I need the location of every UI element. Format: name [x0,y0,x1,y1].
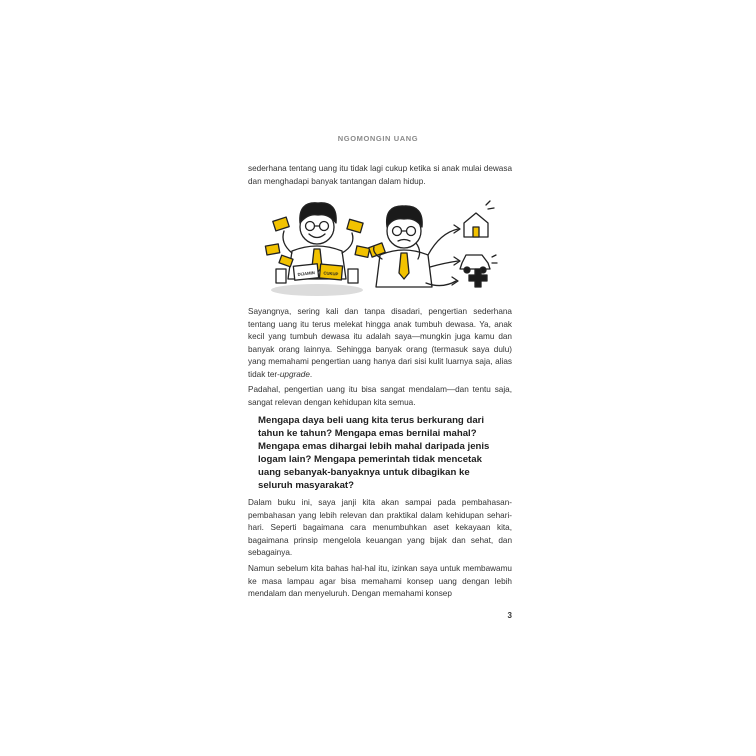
coin-jar [348,269,358,283]
right-man-tie [399,253,409,279]
money-note [347,219,363,232]
paragraph-2-main: Sayangnya, sering kali dan tanpa disadari, pengertian sederhana tentang uang itu terus melekat hingga anak tumbuh dewasa. Ya, anak kecil yang tumbuh dewasa itu adalah saya—mungkin juga kamu dan banyak orang lainnya. Sehingga banyak orang (termasuk saya dulu) yang memahami pengertian uang hanya dari sisi kulit luarnya saja, alias tidak ter- [248,307,512,379]
paragraph-3 [248,384,512,409]
page-number: 3 [507,611,512,620]
paragraph-2-end: . [309,369,313,379]
paragraph-2-emphasis: upgrade [279,369,310,379]
pull-quote-text: Mengapa daya beli uang kita terus berkurang dari tahun ke tahun? Mengapa emas bernilai mahal? Mengapa emas dihargai lebih mahal daripada jenis logam lain? Mengapa pemerintah tidak mencetak uang sebanyak-banyaknya untuk dibagikan ke seluruh masyarakat? [258,415,490,491]
paragraph-4 [248,497,512,560]
sign-right-text: CUKUP [323,270,339,277]
illustration [262,193,498,301]
paragraph-1-text: sederhana tentang uang itu tidak lagi cukup ketika si anak mulai dewasa dan menghadapi banyak tantangan dalam hidup. [248,164,512,186]
car-icon [460,255,490,269]
pull-quote [258,414,498,492]
sign-left-text: DIJAMIN [297,270,315,277]
paragraph-5-text: Namun sebelum kita bahas hal-hal itu, izinkan saya untuk membawamu ke masa lampau agar bisa memahami konsep uang dengan lebih mendalam dan menyeluruh. Dengan memahami konsep [248,564,512,599]
paragraph-2-text [248,306,512,382]
table-shadow [271,284,363,296]
money-note [273,217,289,231]
paragraph-3-text: Padahal, pengertian uang itu bisa sangat mendalam—dan tentu saja, sangat relevan dengan kehidupan kita semua. [248,385,512,407]
arrow-to-car [430,261,458,267]
paragraph-5 [248,563,512,601]
money-note [265,244,279,255]
money-note [355,246,370,258]
paragraph-1 [248,163,512,188]
running-header: NGOMONGIN UANG [337,134,419,143]
coin-jar [276,269,286,283]
paragraph-4-text: Dalam buku ini, saya janji kita akan sampai pada pembahasan-pembahasan yang lebih relevan dan praktikal dalam kehidupan sehari-hari. Seperti bagaimana cara menumbuhkan aset kekayaan kita, bagaimana prinsip mengelola keuangan yang bijak dan sehat, dan sebagainya. [248,498,512,558]
paragraph-2 [248,306,512,382]
